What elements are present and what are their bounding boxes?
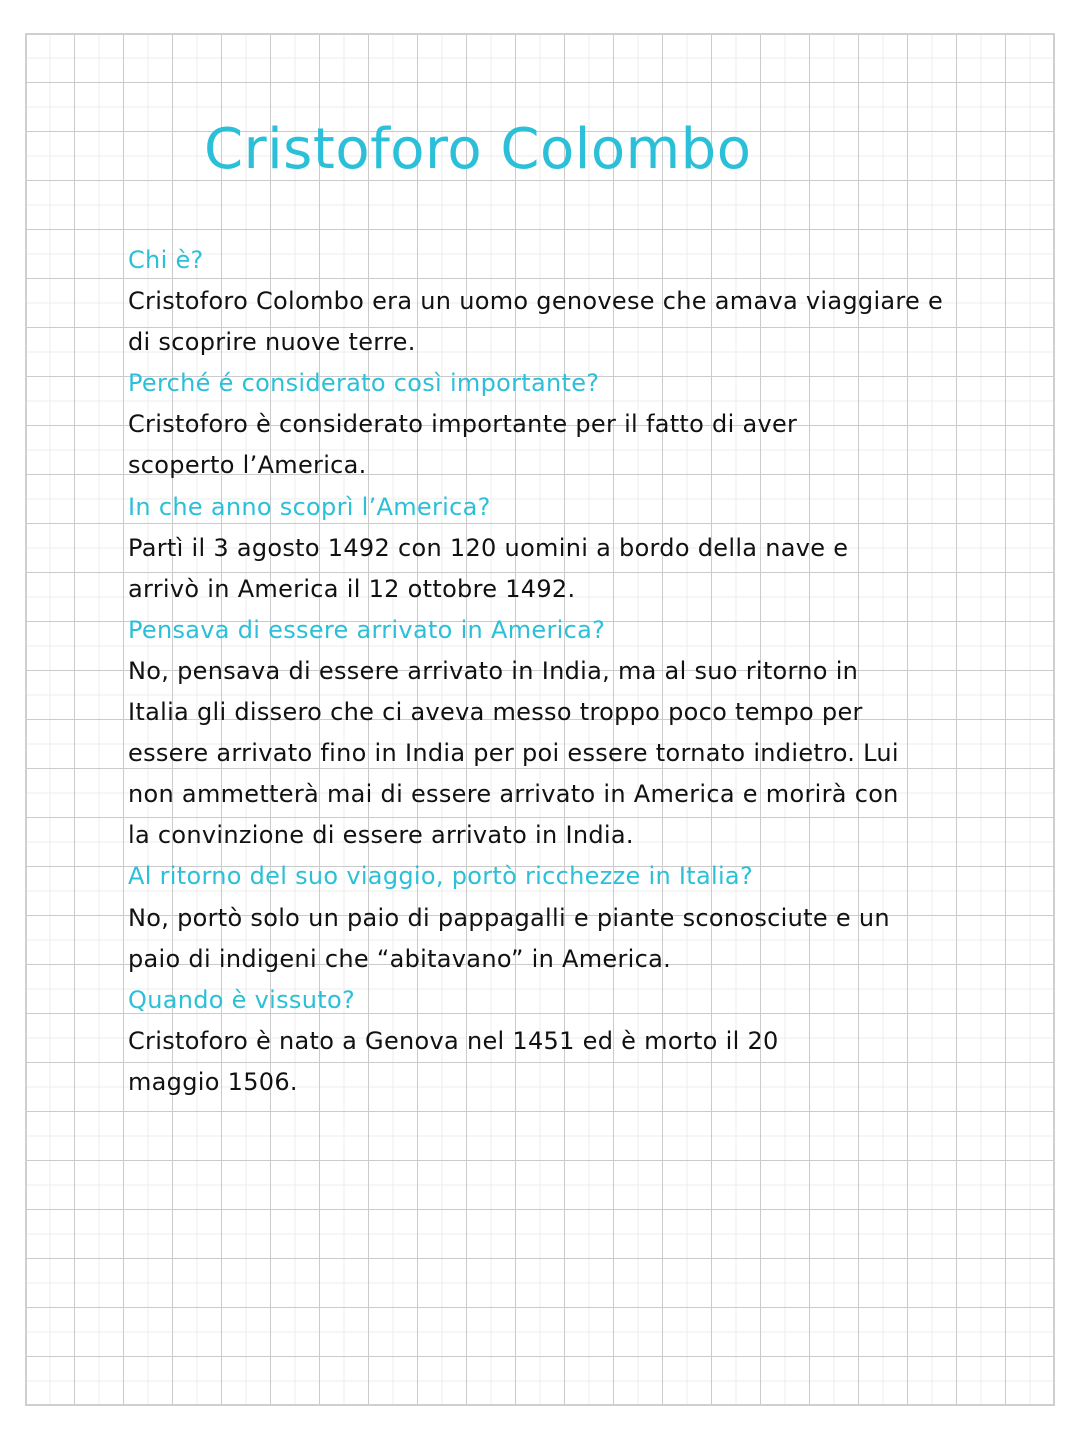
answer-line: non ammetterà mai di essere arrivato in America e morirà con: [128, 780, 899, 809]
qa-section: [128, 487, 998, 610]
answer-line: paio di indigeni che “abitavano” in America.: [128, 944, 672, 973]
qa-section: [128, 856, 998, 979]
answer-line: essere arrivato fino in India per poi essere tornato indietro. Lui: [128, 739, 899, 768]
answer-line: Italia gli dissero che ci aveva messo troppo poco tempo per: [128, 698, 863, 727]
page-title: Cristoforo Colombo: [204, 117, 752, 182]
answer-line: Cristoforo è considerato importante per il fatto di aver: [128, 410, 798, 439]
notes-body: [128, 240, 998, 1103]
qa-section: [128, 363, 998, 486]
answer-line: scoperto l’America.: [128, 451, 367, 480]
question-text: Al ritorno del suo viaggio, portò ricchezze in Italia?: [128, 862, 753, 891]
answer-line: Partì il 3 agosto 1492 con 120 uomini a bordo della nave e: [128, 533, 849, 562]
question-text: Pensava di essere arrivato in America?: [128, 615, 606, 644]
answer-line: No, portò solo un paio di pappagalli e piante sconosciute e un: [128, 903, 890, 932]
answer-line: di scoprire nuove terre.: [128, 328, 416, 357]
question-text: Quando è vissuto?: [128, 985, 355, 1014]
qa-section: [128, 980, 998, 1103]
answer-line: No, pensava di essere arrivato in India, ma al suo ritorno in: [128, 656, 859, 685]
answer-line: la convinzione di essere arrivato in India.: [128, 821, 634, 850]
question-text: Chi è?: [128, 246, 204, 274]
answer-line: Cristoforo Colombo era un uomo genovese che amava viaggiare e: [128, 287, 944, 316]
answer-line: Cristoforo è nato a Genova nel 1451 ed è morto il 20: [128, 1026, 779, 1055]
answer-line: arrivò in America il 12 ottobre 1492.: [128, 574, 576, 603]
answer-line: maggio 1506.: [128, 1067, 298, 1096]
qa-section: [128, 240, 998, 363]
qa-section: [128, 610, 998, 857]
question-text: Perché é considerato così importante?: [128, 369, 600, 398]
question-text: In che anno scoprì l’America?: [128, 492, 491, 521]
